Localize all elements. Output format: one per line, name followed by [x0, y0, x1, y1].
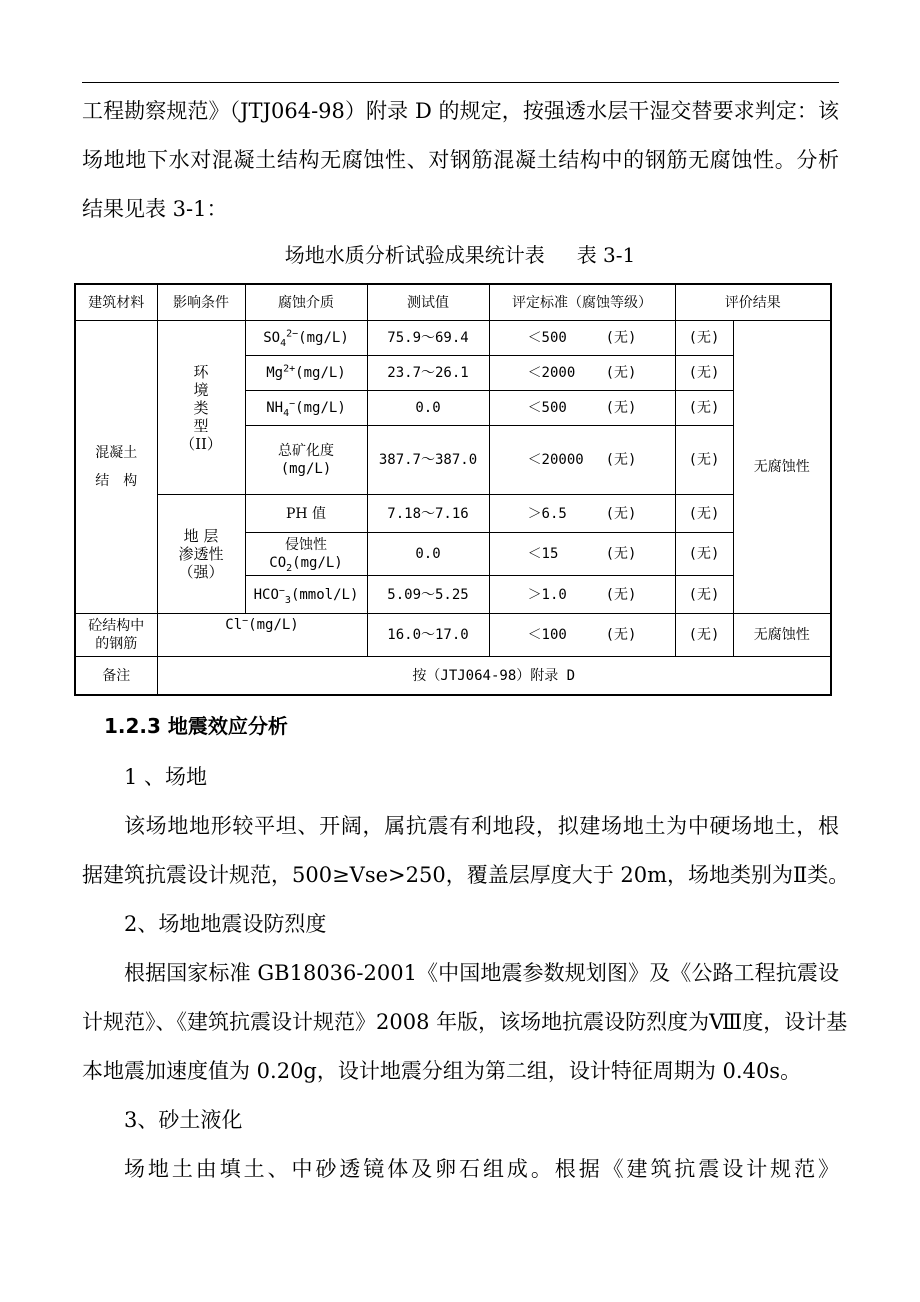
- table-title: 场地水质分析试验成果统计表: [284, 243, 545, 267]
- paragraph-intensity-line-1: 根据国家标准 GB18036-2001《中国地震参数规划图》及《公路工程抗震设: [124, 961, 839, 985]
- result-cell: (无): [675, 426, 733, 495]
- standard-cell: ＜500 (无): [489, 321, 675, 356]
- condition-line: 渗透性: [178, 545, 224, 563]
- paragraph-intensity-line-2: 计规范》、《建筑抗震设计规范》2008 年版，该场地抗震设防烈度为Ⅷ度，设计基: [82, 1010, 848, 1034]
- standard-cell: ＜500 (无): [489, 391, 675, 426]
- medium-line: 总矿化度: [278, 443, 334, 459]
- standard-cell: ＜100 (无): [489, 614, 675, 657]
- section-heading: 1.2.3 地震效应分析: [104, 714, 288, 738]
- water-quality-table: [74, 283, 832, 696]
- table-row-steel: [75, 614, 831, 657]
- condition-line: （强）: [178, 563, 224, 581]
- intro-line-3: 结果见表 3-1：: [82, 197, 228, 221]
- paragraph-intensity-line-3: 本地震加速度值为 0.20g，设计地震分组为第二组，设计特征周期为 0.40s。: [82, 1059, 802, 1083]
- value-cell: 7.18～7.16: [367, 495, 489, 533]
- value-cell: 387.7～387.0: [367, 426, 489, 495]
- table-row-note: [75, 657, 831, 696]
- note-text: 按（JTJ064-98）附录 D: [157, 657, 831, 696]
- result-cell: (无): [675, 321, 733, 356]
- table-caption: [0, 238, 920, 272]
- medium-cl: Cl−(mg/L): [157, 614, 367, 657]
- value-cell: 0.0: [367, 391, 489, 426]
- paragraph-site-line-2: 据建筑抗震设计规范，500≥Vse>250，覆盖层厚度大于 20m，场地类别为Ⅱ类。: [82, 863, 850, 887]
- result-cell: (无): [675, 533, 733, 576]
- table-row: [75, 321, 831, 356]
- medium-ph: PH 值: [245, 495, 367, 533]
- table-row: [75, 495, 831, 533]
- condition-line: 地 层: [183, 527, 219, 545]
- value-cell: 75.9～69.4: [367, 321, 489, 356]
- paragraph-site-line-1: 该场地地形较平坦、开阔，属抗震有利地段，拟建场地土为中硬场地土，根: [124, 814, 839, 838]
- note-label: 备注: [75, 657, 157, 696]
- material-line: 混凝土: [95, 445, 138, 461]
- result-cell: (无): [675, 495, 733, 533]
- subheading-intensity: 2、场地地震设防烈度: [124, 912, 327, 936]
- condition-environment: [157, 321, 245, 495]
- standard-cell: ＜15 (无): [489, 533, 675, 576]
- table-number: 表 3-1: [576, 243, 636, 267]
- intro-line-2: 场地地下水对混凝土结构无腐蚀性、对钢筋混凝土结构中的钢筋无腐蚀性。分析: [82, 148, 839, 172]
- intro-line-1: 工程勘察规范》（JTJ064-98）附录 D 的规定，按强透水层干湿交替要求判定：该: [82, 99, 839, 123]
- medium-line: (mg/L): [280, 461, 332, 477]
- section-body: [82, 753, 850, 1194]
- condition-line: 类: [193, 398, 209, 417]
- medium-line: 侵蚀性: [285, 537, 327, 553]
- medium-co2: [245, 533, 367, 576]
- result-cell: (无): [675, 391, 733, 426]
- material-line: 砼结构中: [88, 618, 145, 634]
- condition-line: 环: [193, 362, 209, 381]
- overall-result-concrete: 无腐蚀性: [733, 321, 831, 614]
- result-cell: (无): [675, 576, 733, 614]
- header-material: 建筑材料: [75, 284, 157, 321]
- header-value: 测试值: [367, 284, 489, 321]
- subheading-liquefaction: 3、砂土液化: [124, 1108, 243, 1132]
- intro-paragraph: [82, 87, 839, 234]
- result-cell: (无): [675, 356, 733, 391]
- standard-cell: ＜20000 (无): [489, 426, 675, 495]
- standard-cell: ＞1.0 (无): [489, 576, 675, 614]
- overall-result-steel: 无腐蚀性: [733, 614, 831, 657]
- material-line: 结 构: [95, 473, 138, 489]
- standard-cell: ＜2000 (无): [489, 356, 675, 391]
- medium-line: $CO_2(mg/L)$: [269, 555, 343, 574]
- table-header-row: [75, 284, 831, 321]
- material-concrete: [75, 321, 157, 614]
- material-line: 的钢筋: [95, 636, 138, 652]
- header-condition: 影响条件: [157, 284, 245, 321]
- result-cell: (无): [675, 614, 733, 657]
- medium-nh4: $NH_4^-(mg/L)$: [245, 391, 367, 426]
- header-result: 评价结果: [675, 284, 831, 321]
- header-standard: 评定标准（腐蚀等级）: [489, 284, 675, 321]
- material-steel: [75, 614, 157, 657]
- condition-line: 型: [193, 416, 209, 435]
- value-cell: 23.7～26.1: [367, 356, 489, 391]
- condition-line: 境: [193, 380, 209, 399]
- paragraph-liquefaction-line-1: 场地土由填土、中砂透镜体及卵石组成。根据《建筑抗震设计规范》: [124, 1157, 839, 1181]
- value-cell: 16.0～17.0: [367, 614, 489, 657]
- condition-line: （II）: [180, 434, 222, 453]
- value-cell: 0.0: [367, 533, 489, 576]
- medium-so4: $SO_4^{2-}(mg/L)$: [245, 321, 367, 356]
- standard-cell: ＞6.5 (无): [489, 495, 675, 533]
- medium-hco3: $HCO^-_3(mmol/L)$: [245, 576, 367, 614]
- subheading-site: 1 、场地: [124, 765, 208, 789]
- value-cell: 5.09～5.25: [367, 576, 489, 614]
- header-medium: 腐蚀介质: [245, 284, 367, 321]
- medium-mg: $Mg^{2+}(mg/L)$: [245, 356, 367, 391]
- condition-permeability: [157, 495, 245, 614]
- header-rule: [82, 82, 839, 83]
- medium-mineralization: [245, 426, 367, 495]
